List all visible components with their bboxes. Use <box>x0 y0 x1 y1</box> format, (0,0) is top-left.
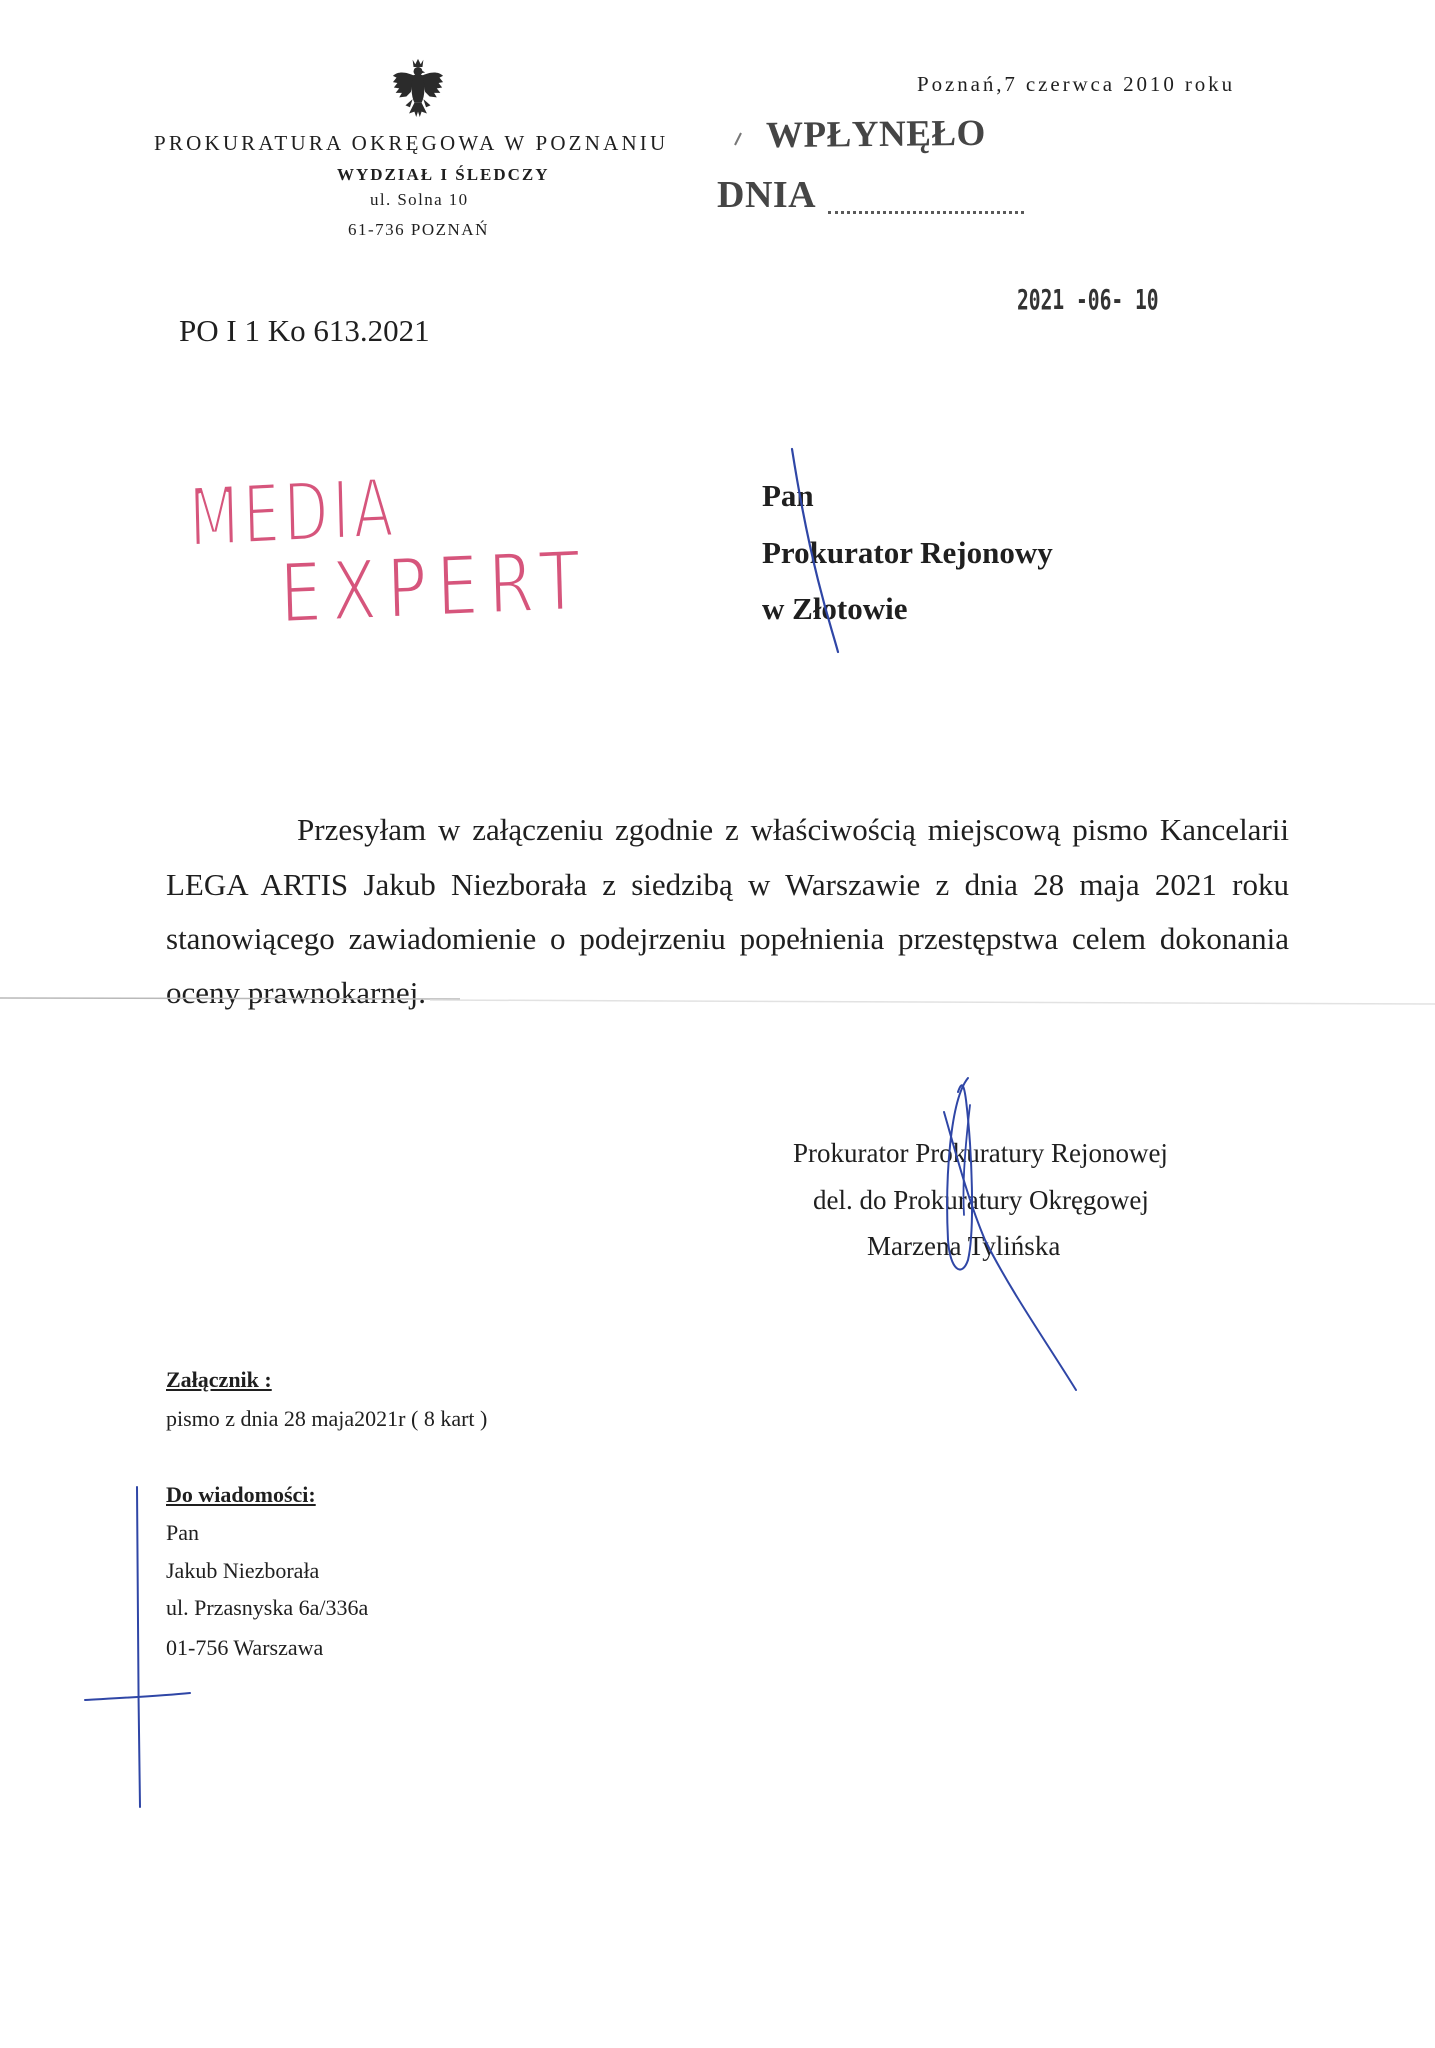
stamp-received-text: WPŁYNĘŁO <box>765 112 987 157</box>
street-address: ul. Solna 10 <box>370 190 469 209</box>
stamp-slash-mark <box>735 133 741 145</box>
pen-cross-horizontal <box>85 1693 190 1700</box>
city-address: 61-736 POZNAŃ <box>348 220 489 239</box>
recipient-title: Prokurator Rejonowy <box>762 535 1053 570</box>
signatory-title: Prokurator Prokuratury Rejonowej <box>793 1138 1168 1168</box>
stamp-date-label: DNIA <box>717 174 817 216</box>
recipient-salutation: Pan <box>762 478 814 513</box>
stamp-dotted-line <box>828 209 1024 214</box>
attachment-text: pismo z dnia 28 maja2021r ( 8 kart ) <box>166 1406 488 1431</box>
place-and-date: Poznań,7 czerwca 2010 roku <box>917 72 1235 96</box>
signatory-name: Marzena Tylińska <box>867 1231 1061 1261</box>
body-line: Przesyłam w załączeniu zgodnie z właściwością miejscową pismo Kancelarii <box>297 812 1289 847</box>
case-number: PO I 1 Ko 613.2021 <box>179 313 430 348</box>
body-line: stanowiącego zawiadomienie o podejrzeniu popełnienia przestępstwa celem dokonania <box>166 921 1289 956</box>
cc-line: Jakub Niezborała <box>166 1558 320 1583</box>
stamp-date: 2021 -06- 10 <box>1017 283 1159 316</box>
institution-name: PROKURATURA OKRĘGOWA W POZNANIU <box>154 131 669 155</box>
attachment-label: Załącznik : <box>166 1367 272 1392</box>
body-line: LEGA ARTIS Jakub Niezborała z siedzibą w Warszawie z dnia 28 maja 2021 roku <box>166 867 1289 902</box>
body-line: oceny prawnokarnej. <box>166 975 426 1010</box>
pen-cross-vertical <box>137 1487 140 1807</box>
cc-line: ul. Przasnyska 6a/336a <box>166 1595 369 1620</box>
signatory-delegation: del. do Prokuratury Okręgowej <box>813 1185 1149 1215</box>
paper-fold-line <box>430 1000 1435 1004</box>
department-name: WYDZIAŁ I ŚLEDCZY <box>337 165 550 184</box>
handwritten-note-line-2: EXPERT <box>278 532 591 643</box>
cc-line: Pan <box>166 1520 199 1545</box>
recipient-location: w Złotowie <box>762 591 908 626</box>
polish-eagle-icon <box>391 58 445 126</box>
cc-line: 01-756 Warszawa <box>166 1635 324 1660</box>
cc-label: Do wiadomości: <box>166 1482 316 1507</box>
handwritten-note-line-1: MEDIA <box>187 460 399 566</box>
